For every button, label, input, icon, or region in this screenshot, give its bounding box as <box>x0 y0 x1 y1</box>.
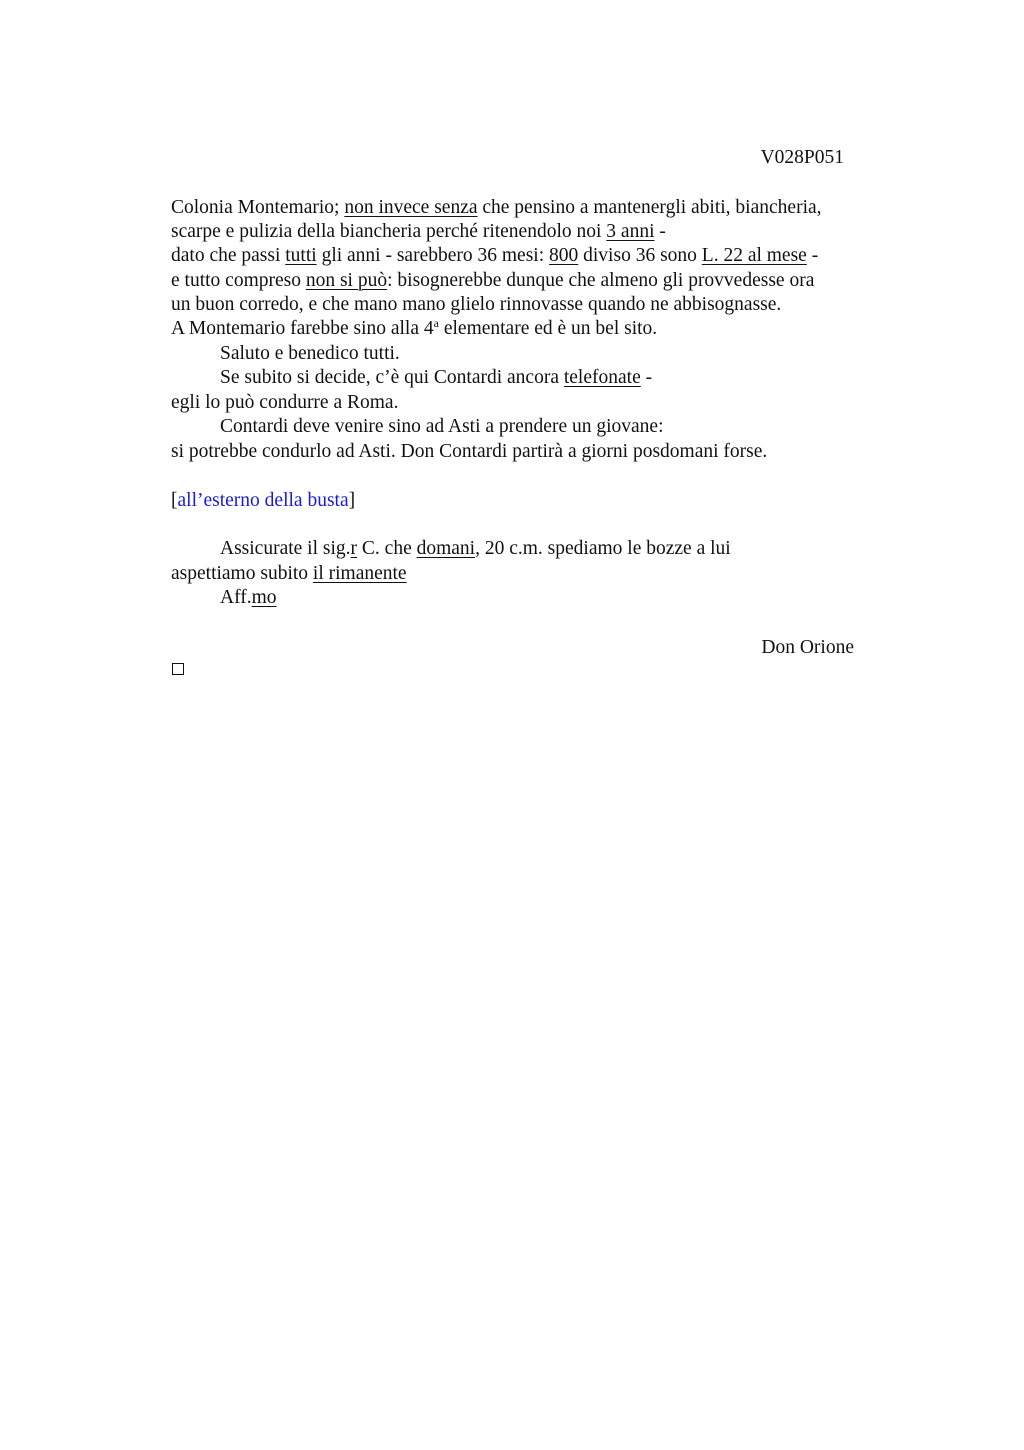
text-line-8 <box>220 366 652 390</box>
text-segment: - <box>806 245 819 266</box>
text-segment: Aff. <box>220 587 252 608</box>
text-line-5 <box>171 293 781 317</box>
underlined-text: il rimanente <box>312 563 407 584</box>
end-box-icon <box>172 663 184 675</box>
text-line-10 <box>220 415 664 439</box>
text-segment: egli lo può condurre a Roma. <box>171 392 399 413</box>
text-segment: : bisognerebbe dunque che almeno gli provvedesse ora <box>387 270 815 291</box>
underlined-text: L. 22 al mese <box>701 245 807 266</box>
text-line-4 <box>171 269 814 293</box>
text-segment: elementare ed è un bel sito. <box>438 318 658 339</box>
text-segment: Colonia Montemario; <box>171 197 345 218</box>
postscript-line-2 <box>171 562 407 586</box>
underlined-text: non invece senza <box>344 197 478 218</box>
text-segment: gli anni - sarebbero 36 mesi: <box>316 245 550 266</box>
editorial-note <box>171 489 355 513</box>
text-segment: C. che <box>357 538 417 559</box>
text-segment: e tutto compreso <box>171 270 306 291</box>
underlined-text: telefonate <box>563 367 641 388</box>
text-segment: Saluto e benedico tutti. <box>220 343 400 364</box>
underlined-text: mo <box>251 587 277 608</box>
text-segment: Contardi deve venire sino ad Asti a prendere un giovane: <box>220 416 664 437</box>
text-line-9 <box>171 391 398 415</box>
superscript-ordinal: a <box>433 316 439 330</box>
text-line-6 <box>171 317 657 341</box>
text-segment: - <box>654 221 666 242</box>
underlined-text: 800 <box>549 245 579 266</box>
text-segment: , 20 c.m. spediamo le bozze a lui <box>475 538 731 559</box>
text-segment: dato che passi <box>171 245 286 266</box>
text-segment: aspettiamo subito <box>171 563 313 584</box>
underlined-text: domani <box>416 538 476 559</box>
text-line-11 <box>171 440 767 464</box>
text-segment: Se subito si decide, c’è qui Contardi ancora <box>220 367 564 388</box>
bracket-close: ] <box>348 490 356 511</box>
text-segment: scarpe e pulizia della biancheria perché ritenendolo noi <box>171 221 607 242</box>
text-segment: un buon corredo, e che mano mano glielo rinnovasse quando ne abbisognasse. <box>171 294 782 315</box>
text-segment: Assicurate il sig. <box>220 538 351 559</box>
text-segment: A Montemario farebbe sino alla 4 <box>171 318 434 339</box>
underlined-text: tutti <box>285 245 317 266</box>
underlined-text: non si può <box>305 270 388 291</box>
text-line-2 <box>171 220 666 244</box>
text-segment: diviso 36 sono <box>578 245 702 266</box>
bracket-open: [ <box>171 490 178 511</box>
text-segment: che pensino a mantenergli abiti, biancheria, <box>477 197 822 218</box>
text-segment: si potrebbe condurlo ad Asti. Don Contardi partirà a giorni posdomani forse. <box>171 441 768 462</box>
note-text: all’esterno della busta <box>177 490 349 511</box>
text-line-3 <box>171 244 818 268</box>
document-code: V028P051 <box>760 147 844 168</box>
text-line-7 <box>220 342 400 366</box>
closing-salutation <box>220 586 277 610</box>
underlined-text: r <box>350 538 358 559</box>
underlined-text: 3 anni <box>606 221 655 242</box>
signature: Don Orione <box>761 637 854 658</box>
text-segment: - <box>640 367 653 388</box>
postscript-line-1 <box>220 537 731 561</box>
text-line-1 <box>171 196 822 220</box>
